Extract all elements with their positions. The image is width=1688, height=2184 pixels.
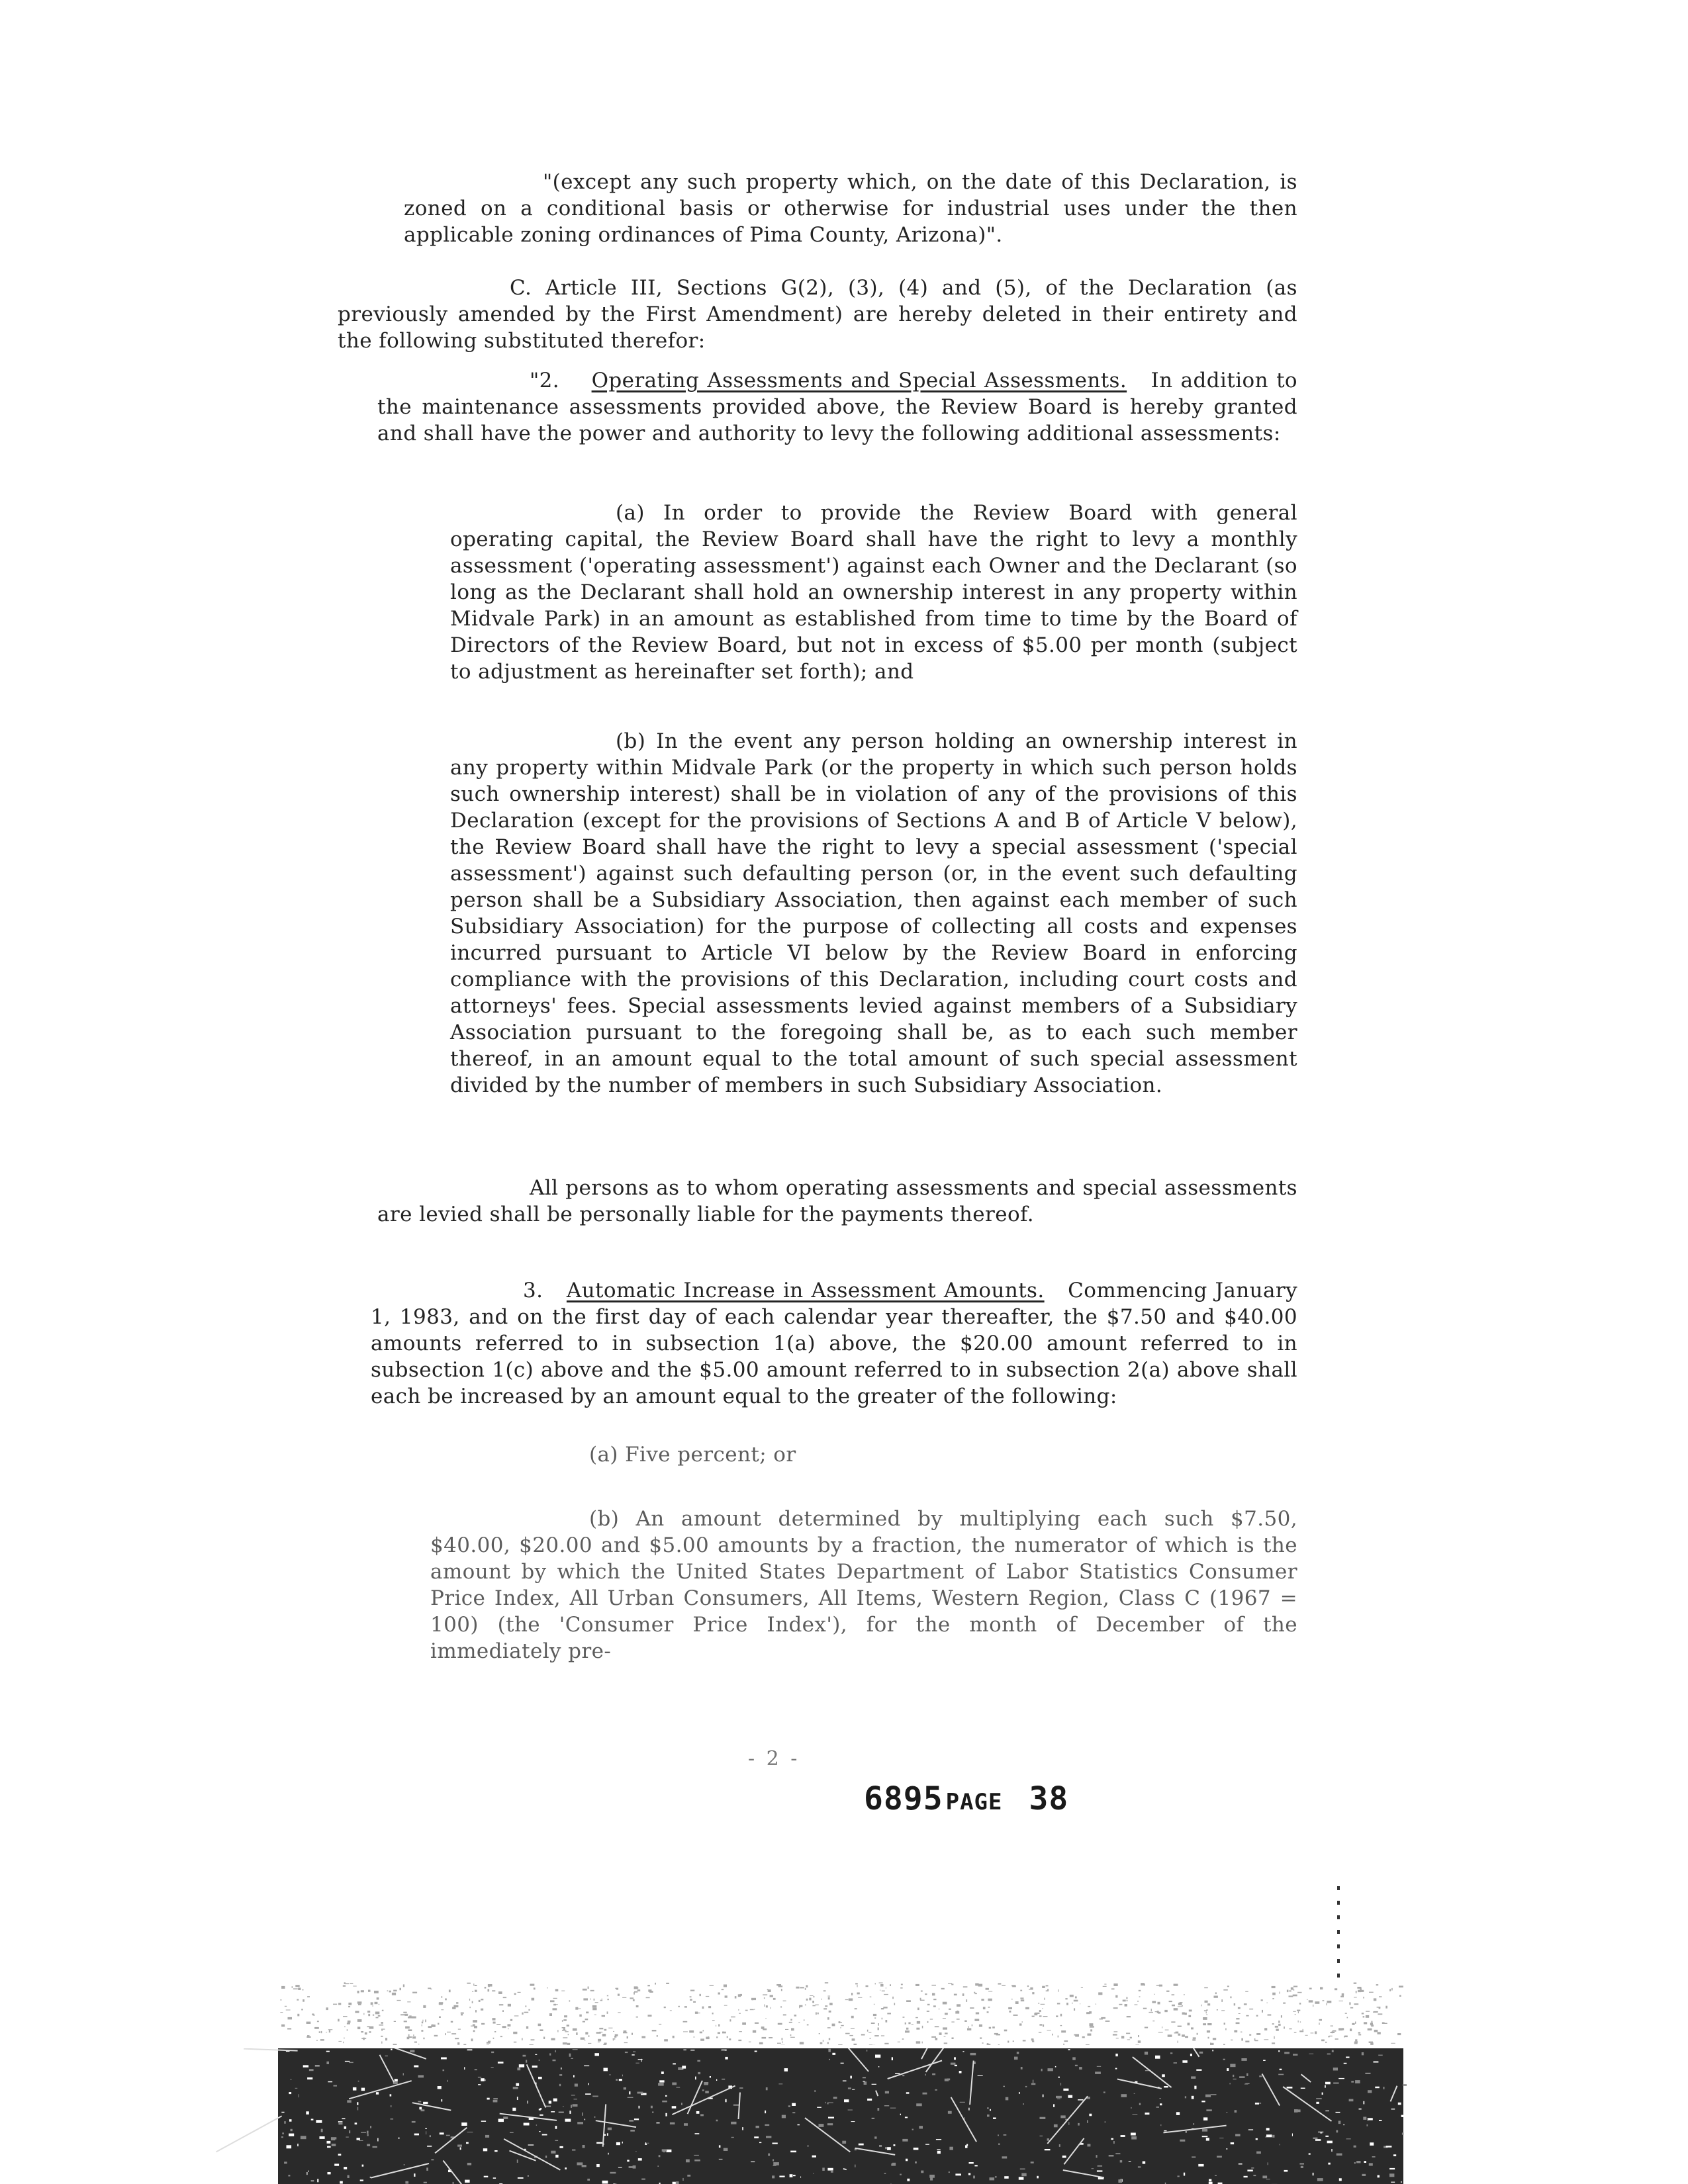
section-heading: Operating Assessments and Special Assessments. [591,369,1127,392]
paragraph-five-percent: (a) Five percent; or [589,1443,796,1467]
paragraph-subsection-b: (b) In the event any person holding an ownership interest in any property within Midvale Park (or the property in which such person holds such ownership interest) shall be in violation of any of the provisions of this Declaration (except for the provisions of Sections A and B of Article V below), the Review Board shall have the right to levy a special assessment ('special assessment') against such defaulting person (or, in the event such defaulting person shall be a Subsidiary Association, then against each member of such Subsidiary Association) for the purpose of collecting all costs and expenses incurred pursuant to Article VI below by the Review Board in enforcing compliance with the provisions of this Declaration, including court costs and attorneys' fees. Special assessments levied against members of a Subsidiary Association pursuant to the foregoing shall be, as to each such member thereof, in an amount equal to the total amount of such special assessment divided by the number of members in such Subsidiary Association. [450,729,1297,1097]
section-body: Commencing January 1, 1983, and on the first day of each calendar year thereafter, the $7.50 and $40.00 amounts referred to in subsection 1(a) above, the $20.00 amount referred to in subsection 1(c) above and the $5.00 amount referred to in subsection 2(a) above shall each be increased by an amount equal to the greater of the following: [371,1279,1298,1408]
paragraph-operating-assessments [377,367,1297,447]
section-body: In addition to the maintenance assessments provided above, the Review Board is hereby granted and shall have the power and authority to levy the following additional assessments: [377,369,1297,445]
paragraph-article-iii-deletion: C. Article III, Sections G(2), (3), (4) and (5), of the Declaration (as previously amended by the First Amendment) are hereby deleted in their entirety and the following substituted therefor: [338,276,1297,353]
section-number: "2. [530,369,560,392]
docket-page-label: PAGE [945,1789,1003,1815]
page-number: - 2 - [748,1747,800,1770]
paragraph-exception-clause: "(except any such property which, on the date of this Declaration, is zoned on a conditional basis or otherwise for industrial uses under the then applicable zoning ordinances of Pima County, Arizona)". [404,170,1297,247]
scan-noise-faint [0,1982,1688,2045]
section-number: 3. [523,1279,543,1302]
scan-noise-dark [0,2048,1688,2184]
paragraph-automatic-increase [371,1277,1297,1410]
section-heading: Automatic Increase in Assessment Amounts. [566,1279,1045,1302]
paragraph-personal-liability: All persons as to whom operating assessments and special assessments are levied shall be personally liable for the payments thereof. [377,1176,1297,1226]
docket-page-number: 38 [1029,1780,1069,1817]
docket-stamp [864,1780,1068,1817]
paragraph-cpi-fraction: (b) An amount determined by multiplying each such $7.50, $40.00, $20.00 and $5.00 amounts by a fraction, the numerator of which is the amount by which the United States Department of Labor Statistics Consumer Price Index, All Urban Consumers, All Items, Western Region, Class C (1967 = 100) (the 'Consumer Price Index'), for the month of December of the immediately pre- [430,1507,1297,1663]
docket-number: 6895 [864,1780,943,1817]
paragraph-subsection-a: (a) In order to provide the Review Board with general operating capital, the Review Board shall have the right to levy a monthly assessment ('operating assessment') against each Owner and the Declarant (so long as the Declarant shall hold an ownership interest in any property within Midvale Park) in an amount as established from time to time by the Board of Directors of the Review Board, but not in excess of $5.00 per month (subject to adjustment as hereinafter set forth); and [450,501,1297,684]
scan-edge-mark [1337,1886,1340,1985]
